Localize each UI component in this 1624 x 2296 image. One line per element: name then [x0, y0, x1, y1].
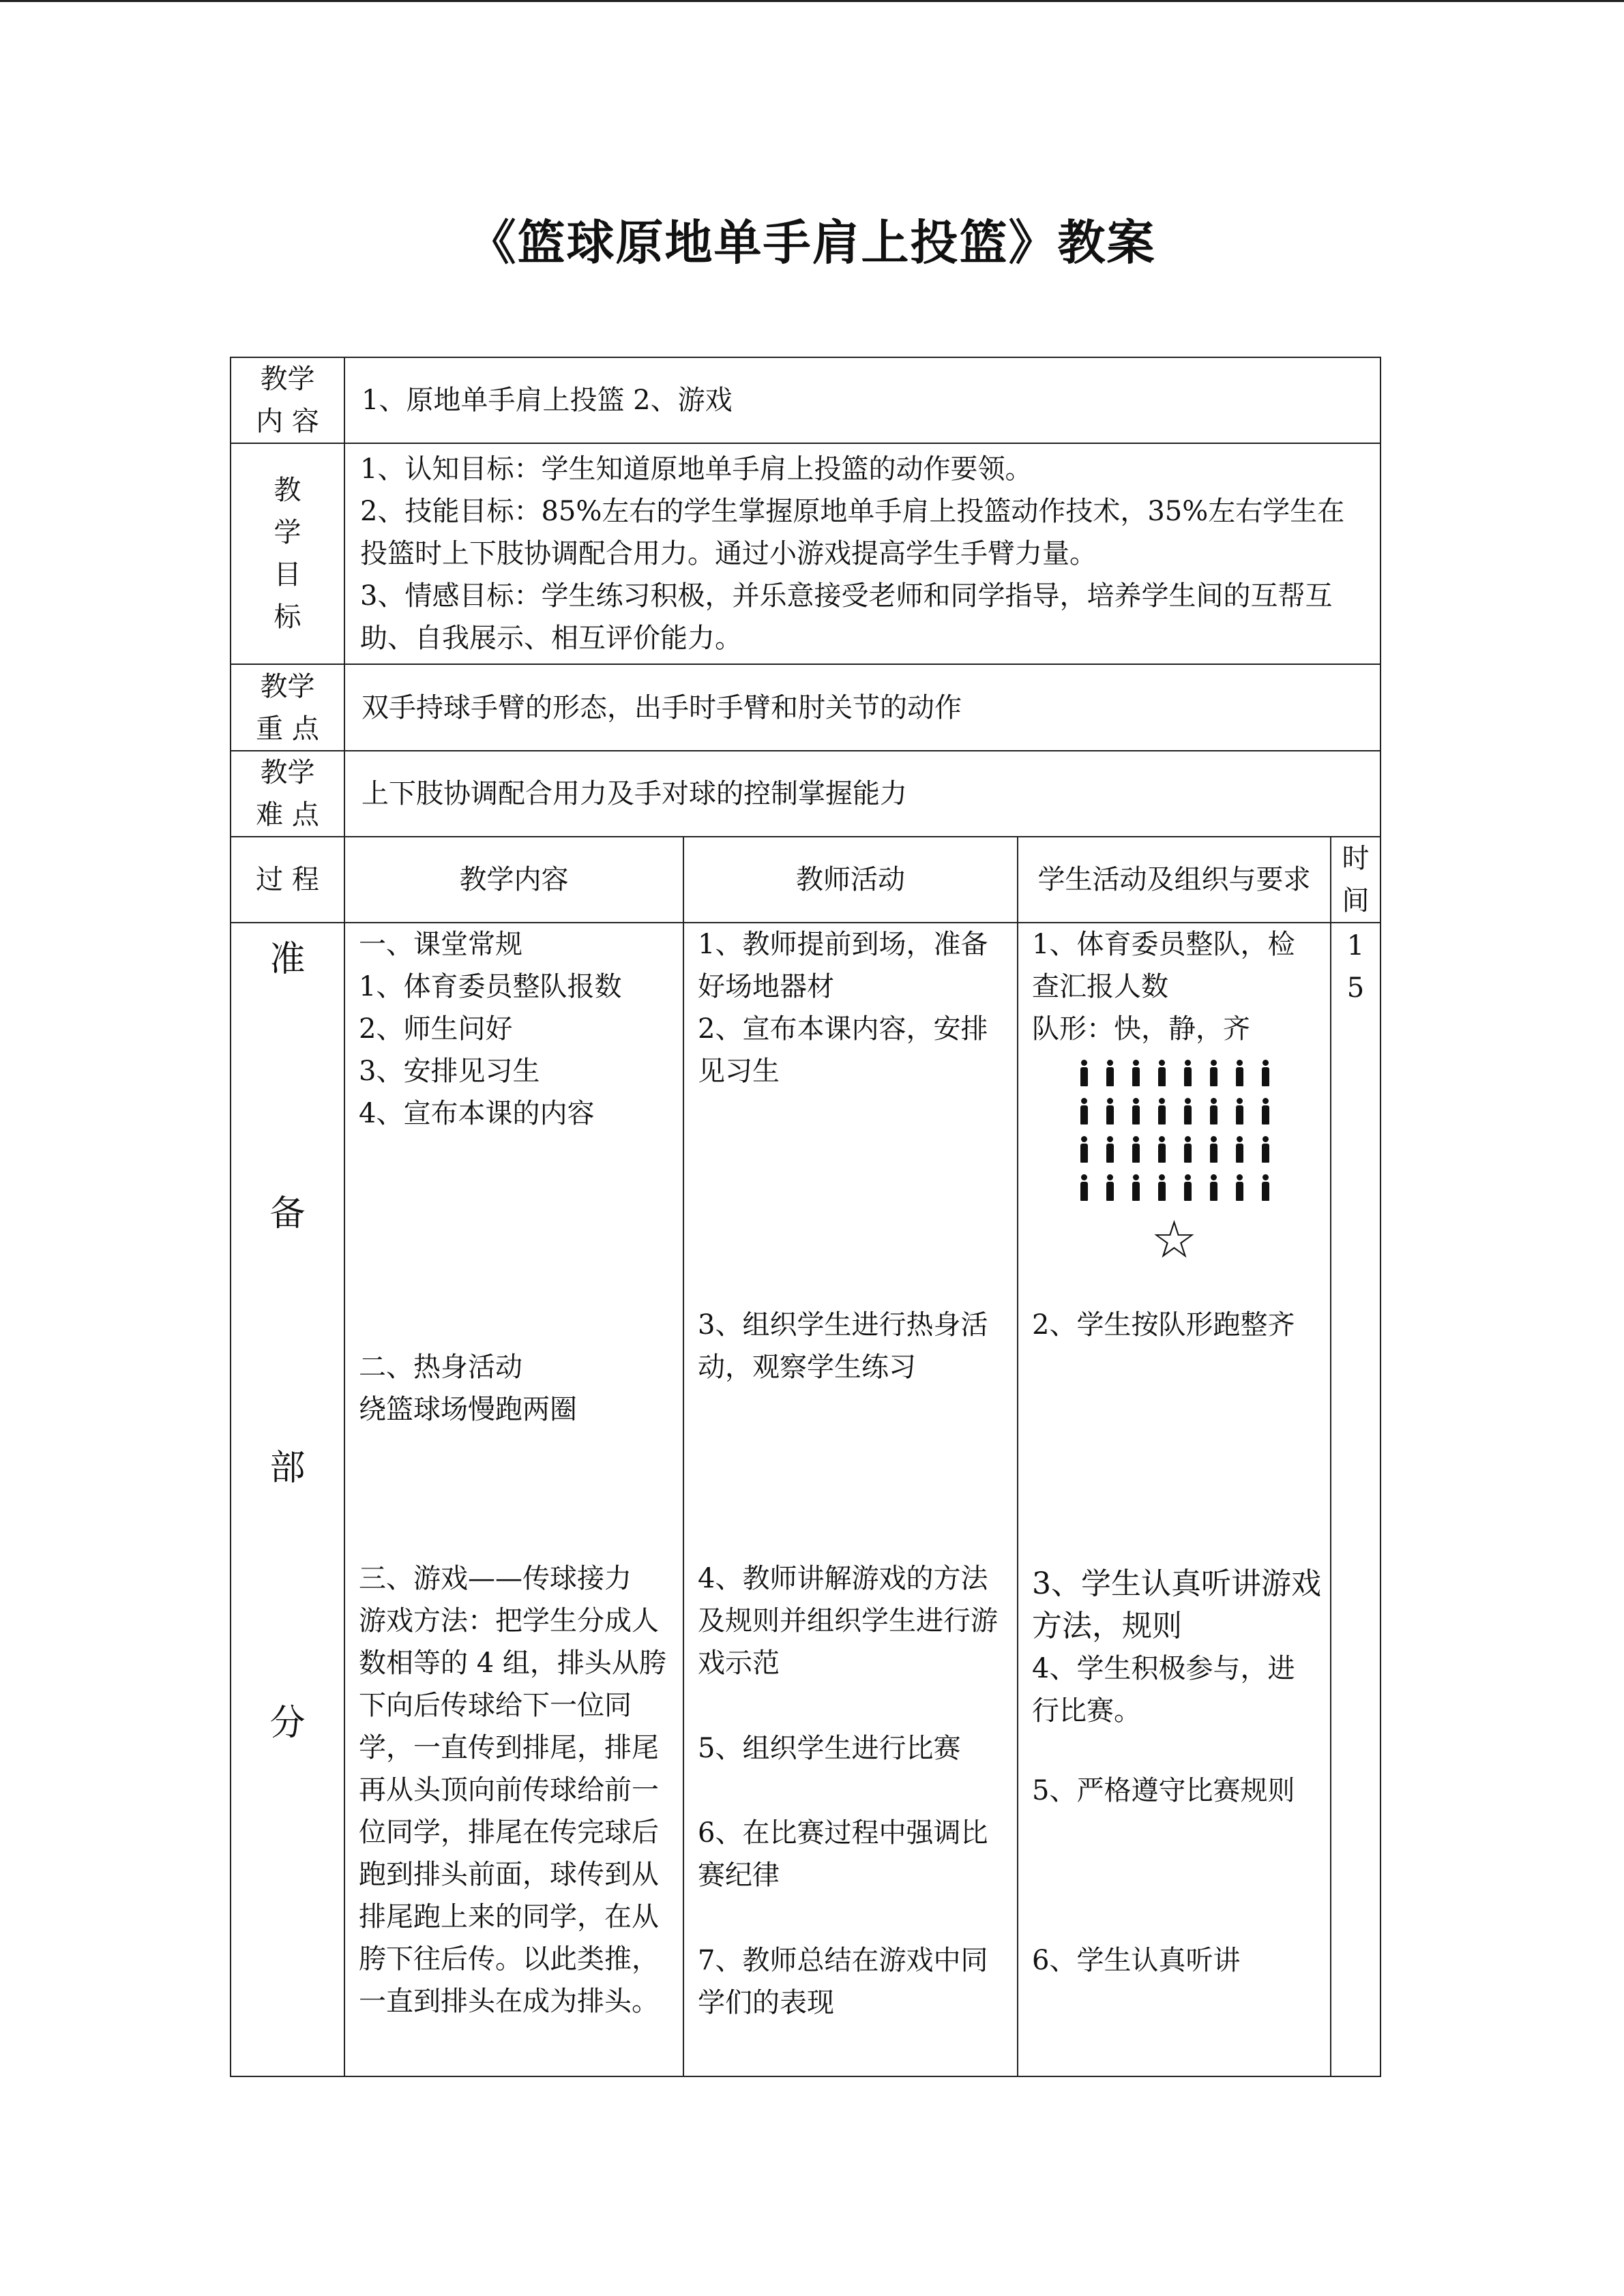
section-char-4: 分	[269, 1703, 306, 1744]
student-figure-icon	[1260, 1174, 1271, 1202]
student-block-6: 6、学生认真听讲	[1032, 1945, 1241, 1976]
content-game: 三、游戏——传球接力 游戏方法：把学生分成人数相等的 4 组，排头从胯下向后传球给下一位同学，一直传到排尾，排尾再从头顶向前传球给前一位同学，排尾在传完球后跑到排头前面，球传到从排尾跑上来的同学，在从胯下往后传。以此类推，一直到排头在成为排头。	[359, 1563, 666, 2017]
student-figure-icon	[1078, 1174, 1089, 1202]
lesson-plan-table	[230, 357, 1381, 2077]
label-key-point: 教学 重 点	[231, 664, 344, 751]
content-warmup: 二、热身活动 绕篮球场慢跑两圈	[359, 1352, 577, 1425]
row-content	[231, 357, 1381, 443]
student-figure-icon	[1130, 1174, 1141, 1202]
student-figure-icon	[1234, 1136, 1245, 1163]
header-process: 过 程	[231, 837, 344, 923]
student-figure-icon	[1182, 1060, 1193, 1087]
student-block-4: 4、学生积极参与，进行比赛。	[1032, 1653, 1295, 1727]
header-student: 学生活动及组织与要求	[1018, 837, 1331, 923]
student-figure-icon	[1234, 1060, 1245, 1087]
goal-emotion: 3、情感目标：学生练习积极，并乐意接受老师和同学指导，培养学生间的互帮互助、自我展示、相互评价能力。	[360, 580, 1333, 654]
student-figure-icon	[1182, 1098, 1193, 1125]
student-figure-icon	[1156, 1136, 1167, 1163]
label-content: 教学 内 容	[231, 357, 344, 443]
student-figure-icon	[1078, 1098, 1089, 1125]
student-column	[1018, 923, 1331, 2076]
student-figure-icon	[1234, 1098, 1245, 1125]
student-block-5: 5、严格遵守比赛规则	[1032, 1775, 1295, 1806]
content-routine: 一、课堂常规 1、体育委员整队报数 2、师生问好 3、安排见习生 4、宣布本课的内容	[359, 929, 622, 1129]
difficulty-text: 上下肢协调配合用力及手对球的控制掌握能力	[344, 751, 1381, 837]
teacher-block-2: 3、组织学生进行热身活动，观察学生练习	[698, 1309, 988, 1383]
row-preparation	[231, 923, 1381, 2076]
student-figure-icon	[1156, 1098, 1167, 1125]
time-value: 1 5	[1346, 930, 1365, 1004]
student-figure-icon	[1104, 1098, 1115, 1125]
formation-diagram	[1018, 1060, 1330, 1270]
student-figure-icon	[1078, 1060, 1089, 1087]
header-teacher: 教师活动	[683, 837, 1018, 923]
page-top-border	[0, 0, 1624, 2]
teacher-block-6: 7、教师总结在游戏中同学们的表现	[698, 1945, 988, 2018]
content-column	[344, 923, 683, 2076]
formation-row	[1018, 1136, 1330, 1163]
student-figure-icon	[1130, 1136, 1141, 1163]
student-figure-icon	[1130, 1098, 1141, 1125]
teacher-block-3: 4、教师讲解游戏的方法及规则并组织学生进行游戏示范	[698, 1563, 998, 1679]
header-content: 教学内容	[344, 837, 683, 923]
student-figure-icon	[1260, 1136, 1271, 1163]
header-time: 时 间	[1331, 837, 1381, 923]
formation-row	[1018, 1060, 1330, 1087]
row-goals	[231, 443, 1381, 664]
teacher-block-4: 5、组织学生进行比赛	[698, 1733, 961, 1764]
student-figure-icon	[1130, 1060, 1141, 1087]
teacher-block-5: 6、在比赛过程中强调比赛纪律	[698, 1817, 988, 1891]
student-figure-icon	[1182, 1174, 1193, 1202]
section-char-3: 部	[269, 1448, 306, 1489]
student-figure-icon	[1260, 1060, 1271, 1087]
student-block-1: 1、体育委员整队，检查汇报人数 队形：快，静，齐	[1032, 929, 1295, 1045]
student-figure-icon	[1260, 1098, 1271, 1125]
student-figure-icon	[1208, 1098, 1219, 1125]
student-figure-icon	[1156, 1060, 1167, 1087]
goal-skill: 2、技能目标：85%左右的学生掌握原地单手肩上投篮动作技术，35%左右学生在投篮时上下肢协调配合用力。通过小游戏提高学生手臂力量。	[360, 496, 1345, 569]
key-point-text: 双手持球手臂的形态，出手时手臂和肘关节的动作	[344, 664, 1381, 751]
section-char-2: 备	[269, 1193, 306, 1234]
student-figure-icon	[1182, 1136, 1193, 1163]
formation-row	[1018, 1174, 1330, 1202]
student-block-3: 3、学生认真听讲游戏方法，规则	[1032, 1566, 1321, 1643]
student-figure-icon	[1104, 1060, 1115, 1087]
student-block-2: 2、学生按队形跑整齐	[1032, 1309, 1295, 1341]
teacher-column	[683, 923, 1018, 2076]
leader-star-icon: ☆	[1151, 1209, 1198, 1270]
student-figure-icon	[1208, 1060, 1219, 1087]
row-column-headers	[231, 837, 1381, 923]
page-title: 《篮球原地单手肩上投篮》教案	[468, 214, 1156, 271]
student-figure-icon	[1156, 1174, 1167, 1202]
student-figure-icon	[1234, 1174, 1245, 1202]
teacher-block-1: 1、教师提前到场，准备好场地器材 2、宣布本课内容，安排见习生	[698, 929, 988, 1087]
formation-row	[1018, 1098, 1330, 1125]
label-goals: 教 学 目 标	[231, 443, 344, 664]
student-figure-icon	[1104, 1174, 1115, 1202]
student-figure-icon	[1104, 1136, 1115, 1163]
section-char-1: 准	[269, 939, 306, 980]
goals-list	[344, 443, 1381, 664]
content-text: 1、原地单手肩上投篮 2、游戏	[344, 357, 1381, 443]
goal-cognitive: 1、认知目标：学生知道原地单手肩上投篮的动作要领。	[360, 453, 1033, 485]
student-figure-icon	[1208, 1174, 1219, 1202]
time-column	[1331, 923, 1381, 2076]
row-difficulty	[231, 751, 1381, 837]
student-figure-icon	[1078, 1136, 1089, 1163]
row-key-point	[231, 664, 1381, 751]
student-figure-icon	[1208, 1136, 1219, 1163]
section-label	[231, 923, 344, 2076]
label-difficulty: 教学 难 点	[231, 751, 344, 837]
